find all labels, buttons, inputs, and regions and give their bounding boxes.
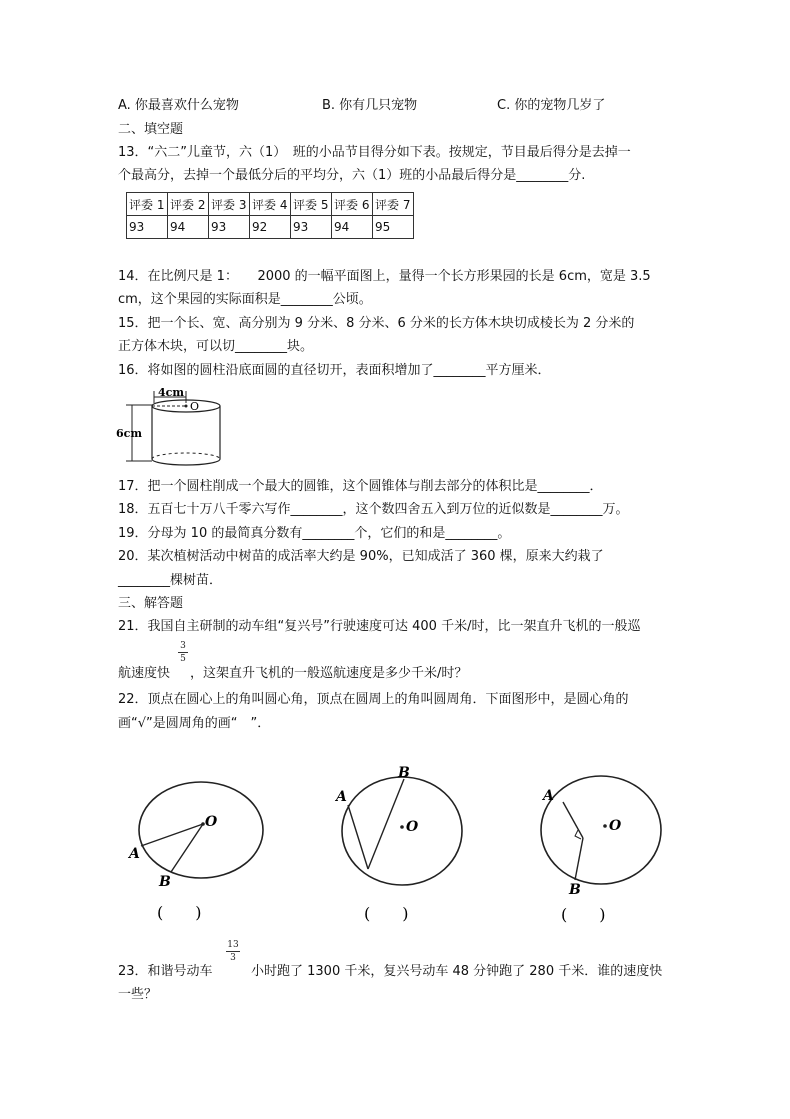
q13-line2: 个最高分，去掉一个最低分后的平均分，六（1）班的小品最后得分是________分. xyxy=(118,168,586,183)
q14-line2: cm，这个果园的实际面积是________公顷。 xyxy=(118,292,372,307)
score-table-header-row xyxy=(127,193,414,216)
q15-line2: 正方体木块，可以切________块。 xyxy=(118,339,314,354)
q21-line2-start: 航速度快 xyxy=(118,666,171,681)
table-header-cell: 评委 6 xyxy=(332,193,373,216)
fraction-numerator: 3 xyxy=(180,641,186,651)
table-header-cell: 评委 4 xyxy=(250,193,291,216)
table-cell: 93 xyxy=(291,216,332,239)
answer-paren: ( ) xyxy=(364,904,409,923)
label-a: A xyxy=(129,846,140,862)
q21-fraction xyxy=(178,641,188,664)
label-o: O xyxy=(609,818,622,834)
table-cell: 92 xyxy=(250,216,291,239)
fraction-denominator: 3 xyxy=(230,953,236,963)
q19-line: 19．分母为 10 的最简真分数有________个，它们的和是________。 xyxy=(118,526,511,541)
section-fill-heading: 二、填空题 xyxy=(118,122,184,137)
q21-line1: 21．我国自主研制的动车组“复兴号”行驶速度可达 400 千米/时，比一架直升飞机的一般巡 xyxy=(118,619,641,634)
q20-line2: ________棵树苗． xyxy=(118,573,223,588)
q22-line2: 画“√”是圆周角的画“ ”． xyxy=(118,716,271,731)
table-cell: 93 xyxy=(127,216,168,239)
circle-figure-3 xyxy=(535,770,685,930)
label-b: B xyxy=(569,882,581,898)
section-solve-heading: 三、解答题 xyxy=(118,596,184,611)
fig-radius-label: 4cm xyxy=(158,386,184,399)
q15-line1: 15．把一个长、宽、高分别为 9 分米、8 分米、6 分米的长方体木块切成棱长为 2 分米的 xyxy=(118,316,635,331)
q14-line1: 14．在比例尺是 1： 2000 的一幅平面图上，量得一个长方形果园的长是 6cm，宽是 3.5 xyxy=(118,269,651,284)
table-header-cell: 评委 3 xyxy=(209,193,250,216)
table-cell: 93 xyxy=(209,216,250,239)
q22-line1: 22．顶点在圆心上的角叫圆心角，顶点在圆周上的角叫圆周角．下面图形中，是圆心角的 xyxy=(118,692,629,707)
q20-line1: 20．某次植树活动中树苗的成活率大约是 90%，已知成活了 360 棵，原来大约栽了 xyxy=(118,549,604,564)
table-header-cell: 评委 2 xyxy=(168,193,209,216)
fig-height-label: 6cm xyxy=(116,427,142,440)
q23-line1-end: 小时跑了 1300 千米，复兴号动车 48 分钟跑了 280 千米．谁的速度快 xyxy=(251,964,663,979)
label-b: B xyxy=(398,765,410,781)
q13-line1: 13．“六二”儿童节，六（1） 班的小品节目得分如下表。按规定，节目最后得分是去掉一 xyxy=(118,145,631,160)
label-a: A xyxy=(336,789,347,805)
label-b: B xyxy=(159,874,171,890)
table-cell: 95 xyxy=(373,216,414,239)
option-a: A. 你最喜欢什么宠物 xyxy=(118,98,239,113)
circle-figure-2 xyxy=(330,765,480,930)
table-header-cell: 评委 7 xyxy=(373,193,414,216)
q23-line2: 一些？ xyxy=(118,987,158,1002)
fig-center-label: O xyxy=(190,400,200,413)
label-a: A xyxy=(543,788,554,804)
option-c: C. 你的宠物几岁了 xyxy=(497,98,606,113)
circle-figure-1 xyxy=(125,770,275,930)
q23-line1-start: 23．和谐号动车 xyxy=(118,964,213,979)
label-o: O xyxy=(205,814,218,830)
q21-line2-end: ，这架直升飞机的一般巡航速度是多少千米/时？ xyxy=(190,666,468,681)
q18-line: 18．五百七十万八千零六写作________，这个数四舍五入到万位的近似数是________万。 xyxy=(118,502,629,517)
option-b: B. 你有几只宠物 xyxy=(322,98,418,113)
label-o: O xyxy=(406,819,419,835)
q16-line1: 16．将如图的圆柱沿底面圆的直径切开，表面积增加了________平方厘米． xyxy=(118,363,551,378)
score-table-value-row xyxy=(127,216,414,239)
answer-paren: ( ) xyxy=(157,903,202,922)
table-cell: 94 xyxy=(332,216,373,239)
q17-line: 17．把一个圆柱削成一个最大的圆锥，这个圆锥体与削去部分的体积比是________． xyxy=(118,479,603,494)
table-cell: 94 xyxy=(168,216,209,239)
cylinder-figure xyxy=(118,385,238,470)
table-header-cell: 评委 1 xyxy=(127,193,168,216)
fraction-denominator: 5 xyxy=(180,654,186,664)
answer-paren: ( ) xyxy=(561,905,606,924)
score-table xyxy=(126,192,414,239)
table-header-cell: 评委 5 xyxy=(291,193,332,216)
fraction-numerator: 13 xyxy=(227,940,239,950)
q23-fraction xyxy=(226,940,240,963)
